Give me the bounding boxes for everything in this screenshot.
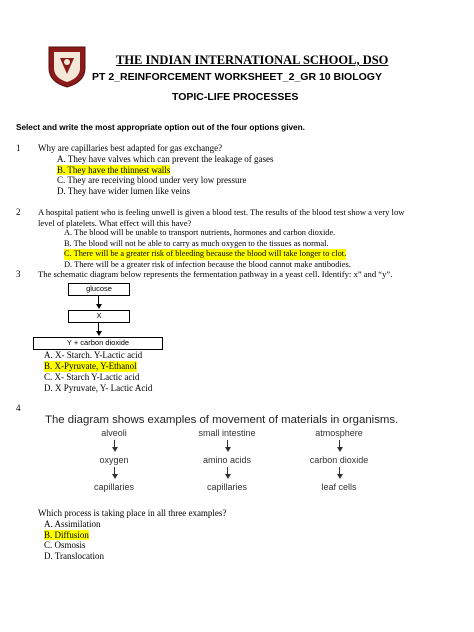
option-b-row	[44, 530, 89, 541]
worksheet-title: PT 2_REINFORCEMENT WORKSHEET_2_GR 10 BIOLOGY	[92, 71, 382, 83]
diagram-box-products: Y + carbon dioxide	[33, 337, 163, 350]
arrow-down-icon	[112, 447, 118, 452]
option: C. Osmosis	[44, 540, 86, 550]
diagram-label: oxygen	[99, 455, 129, 465]
diagram-title: The diagram shows examples of movement of materials in organisms.	[45, 414, 399, 426]
option-answer-highlighted: C. There will be a greater risk of bleeding because the blood will take longer to clot.	[64, 249, 347, 258]
diagram-box-x: X	[68, 310, 130, 323]
question-number: 1	[16, 143, 21, 153]
arrow-down-icon	[337, 447, 343, 452]
diagram-label: alveoli	[101, 428, 127, 438]
option-answer-highlighted: B. They have the thinnest walls	[57, 164, 171, 175]
question-text-line: A hospital patient who is feeling unwell is given a blood test. The results of the blood test show a very low	[38, 207, 405, 217]
diagram-label: atmosphere	[315, 428, 363, 438]
question-text: The schematic diagram below represents the fermentation pathway in a yeast cell. Identify: x” and “y”.	[38, 269, 393, 279]
option: A. The blood will be unable to transport nutrients, hormones and carbon dioxide.	[64, 228, 336, 237]
arrow-down-icon	[96, 304, 102, 309]
diagram-label: capillaries	[206, 482, 248, 492]
question-number: 4	[16, 403, 21, 413]
topic-title: TOPIC-LIFE PROCESSES	[172, 91, 299, 103]
instructions: Select and write the most appropriate option out of the four options given.	[16, 123, 305, 132]
option: D. They have wider lumen like veins	[57, 185, 191, 196]
school-logo	[46, 44, 88, 88]
option-answer-highlighted: B. X-Pyruvate, Y-Ethanol	[44, 361, 137, 371]
question-number: 3	[16, 269, 21, 279]
option: A. They have valves which can prevent the leakage of gases	[57, 154, 274, 164]
question-text: Why are capillaries best adapted for gas exchange?	[38, 143, 223, 153]
arrow-down-icon	[96, 331, 102, 336]
diagram-box-glucose: glucose	[68, 283, 130, 296]
arrow-down-icon	[225, 447, 231, 452]
arrow-down-icon	[225, 474, 231, 479]
arrow-down-icon	[337, 474, 343, 479]
option: B. Diffusion	[44, 529, 89, 540]
option: C. X- Starch Y-Lactic acid	[44, 372, 140, 382]
diagram-label: small intestine	[198, 428, 256, 438]
option: D. Translocation	[44, 550, 105, 561]
diagram-label: amino acids	[202, 455, 252, 465]
diagram-label: carbon dioxide	[309, 455, 369, 465]
option: D. X Pyruvate, Y- Lactic Acid	[44, 383, 153, 393]
question-text: Which process is taking place in all three examples?	[38, 508, 227, 518]
diagram-label: leaf cells	[321, 482, 357, 492]
option: A. X- Starch. Y-Lactic acid	[44, 350, 143, 360]
diagram-label: capillaries	[93, 482, 135, 492]
option: A. Assimilation	[44, 519, 101, 529]
school-title: THE INDIAN INTERNATIONAL SCHOOL, DSO	[116, 53, 389, 67]
question-number: 2	[16, 207, 21, 217]
option: D. There will be a greater risk of infection because the blood cannot make antibodies.	[64, 259, 351, 269]
arrow-down-icon	[112, 474, 118, 479]
question-text-line: level of platelets. What effect will this have?	[38, 217, 192, 228]
option: B. The blood will not be able to carry as much oxygen to the tissues as normal.	[64, 238, 329, 248]
option: C. They are receiving blood under very low pressure	[57, 175, 247, 185]
